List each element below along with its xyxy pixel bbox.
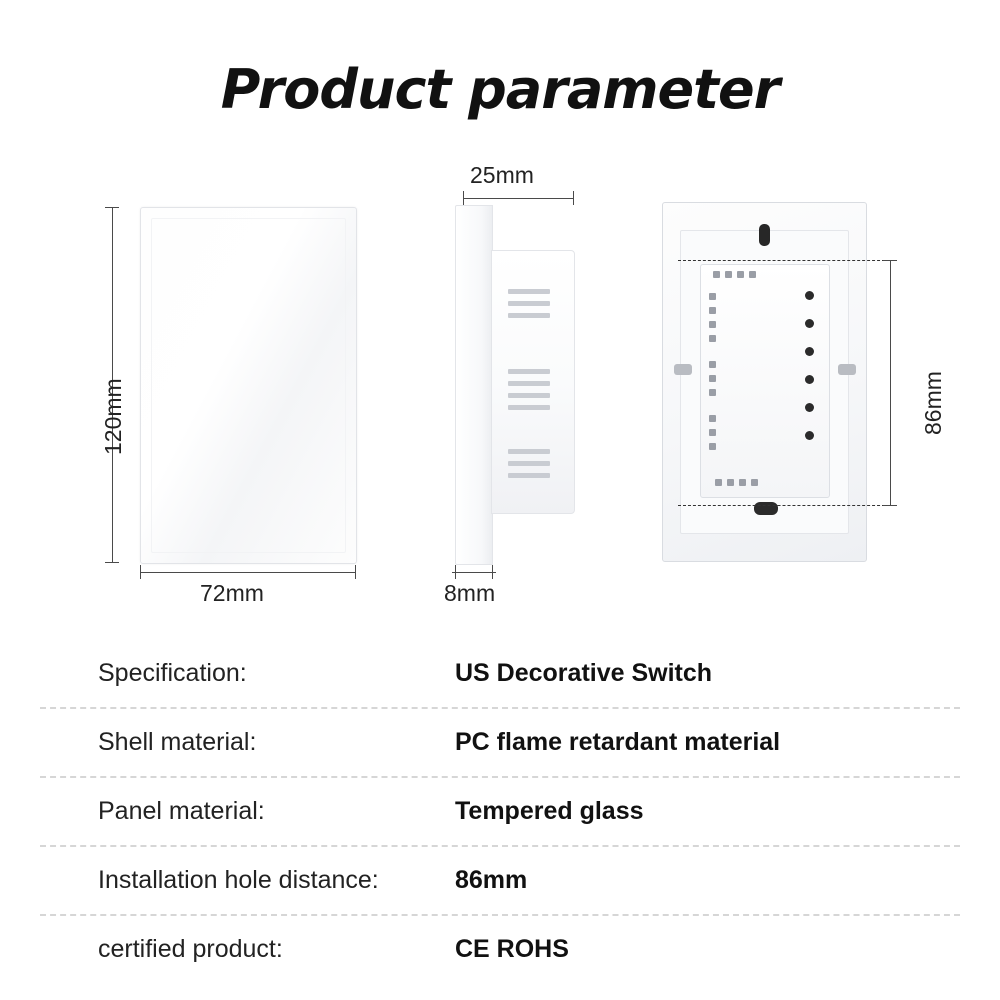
page-title: Product parameter: [220, 58, 780, 121]
depth-measure-tick-left: [463, 191, 464, 205]
specification-table: [40, 640, 960, 983]
table-row: [40, 709, 960, 778]
hole-distance-tick-bottom: [883, 505, 897, 506]
vent-slot: [508, 405, 550, 410]
depth-measure-line: [463, 198, 573, 199]
spec-label: Specification:: [98, 659, 247, 687]
mounting-ear-left: [674, 364, 692, 375]
height-measure-tick-bottom: [105, 562, 119, 563]
side-glass-plate: [455, 205, 493, 565]
mounting-tab-top: [759, 224, 770, 246]
dimension-hole-distance: 86mm: [920, 371, 946, 435]
vent-slot: [508, 449, 550, 454]
thickness-measure-line: [452, 572, 496, 573]
hole-distance-tick-top: [883, 260, 897, 261]
vent-slot: [508, 393, 550, 398]
thickness-measure-tick-left: [455, 565, 456, 579]
spec-value: Tempered glass: [455, 797, 644, 825]
spec-label: certified product:: [98, 935, 283, 963]
table-row: [40, 916, 960, 983]
vent-slot: [508, 301, 550, 306]
hole-distance-dash-top: [678, 260, 890, 261]
product-diagram: [0, 150, 1000, 620]
dimension-plate-thickness: 8mm: [444, 580, 496, 606]
vent-slot: [508, 473, 550, 478]
table-row: [40, 847, 960, 916]
dimension-front-width: 72mm: [200, 580, 264, 606]
vent-slot: [508, 381, 550, 386]
hole-distance-dash-bottom: [678, 505, 890, 506]
spec-value: US Decorative Switch: [455, 659, 713, 687]
mounting-tab-bottom: [754, 502, 778, 515]
vent-slot: [508, 369, 550, 374]
spec-value: CE ROHS: [455, 935, 569, 963]
table-row: [40, 640, 960, 709]
vent-slot: [508, 461, 550, 466]
width-measure-tick-right: [355, 565, 356, 579]
spec-label: Panel material:: [98, 797, 265, 825]
front-panel-view: [140, 207, 357, 564]
spec-value: 86mm: [455, 866, 528, 894]
spec-label: Shell material:: [98, 728, 257, 756]
width-measure-tick-left: [140, 565, 141, 579]
dimension-side-depth: 25mm: [470, 162, 534, 188]
depth-measure-tick-right: [573, 191, 574, 205]
back-internal-view: [662, 202, 867, 562]
height-measure-tick-top: [105, 207, 119, 208]
table-row: [40, 778, 960, 847]
vent-slot: [508, 313, 550, 318]
spec-value: PC flame retardant material: [455, 728, 781, 756]
thickness-measure-tick-right: [492, 565, 493, 579]
width-measure-line: [140, 572, 356, 573]
side-housing-body: [491, 250, 575, 514]
hole-distance-measure-line: [890, 260, 891, 505]
relay-module: [700, 264, 830, 498]
spec-label: Installation hole distance:: [98, 866, 379, 894]
vent-slot: [508, 289, 550, 294]
dimension-front-height: 120mm: [100, 378, 126, 455]
mounting-ear-right: [838, 364, 856, 375]
